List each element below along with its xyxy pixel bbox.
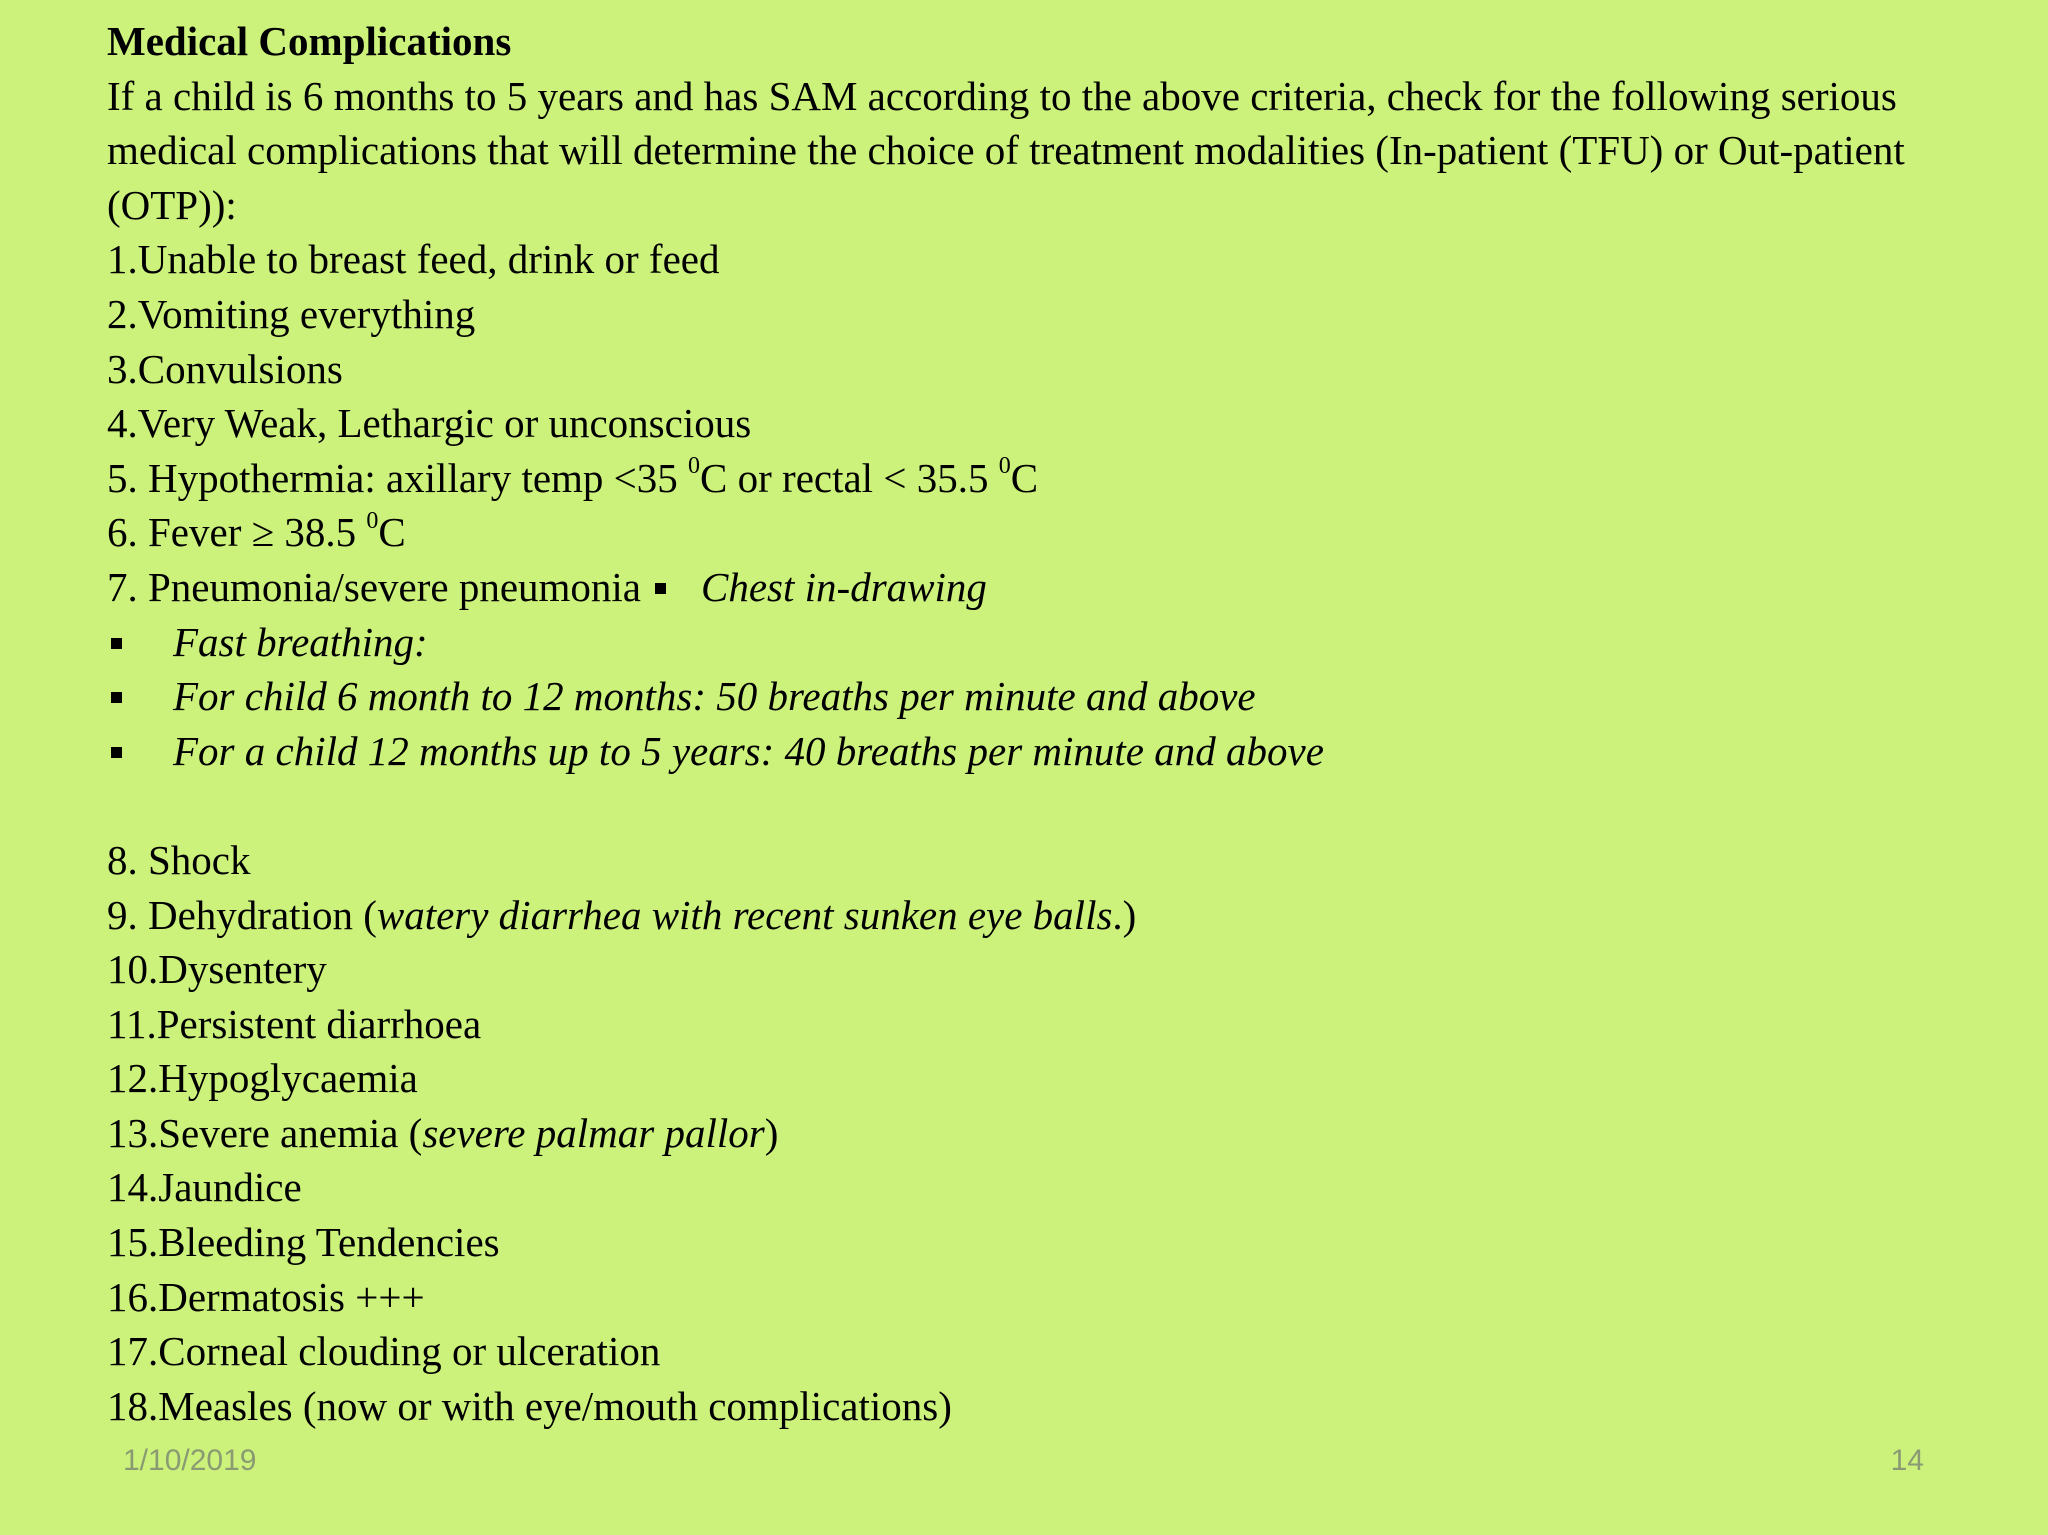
list-item-3: 3.Convulsions [107, 345, 343, 392]
list-item-18: 18.Measles (now or with eye/mouth complications) [107, 1382, 952, 1429]
list-item-6-text-b: C [378, 509, 406, 556]
sub-bullet-text: For child 6 month to 12 months: 50 breaths per minute and above [173, 673, 1256, 720]
list-item-6 [107, 505, 1977, 560]
slide-title: Medical Complications [107, 18, 512, 64]
degree-superscript: 0 [366, 507, 379, 534]
list-item-13-italic: severe palmar pallor [422, 1109, 765, 1156]
footer-date: 1/10/2019 [123, 1444, 257, 1477]
list-item-5 [107, 451, 1977, 506]
list-item-5-text-a: 5. Hypothermia: axillary temp <35 [107, 454, 689, 501]
blank-line [107, 778, 1977, 833]
list-item-9-text-a: 9. Dehydration ( [107, 891, 377, 938]
list-item-13 [107, 1106, 1977, 1161]
intro-paragraph: If a child is 6 months to 5 years and has SAM according to the above criteria, check for the following serious medical complications that will determine the choice of treatment modalities (In-patient (TFU) or Out-patient (OTP)): [107, 72, 1905, 228]
list-item-4: 4.Very Weak, Lethargic or unconscious [107, 400, 752, 447]
square-bullet-icon [111, 692, 122, 703]
list-item-12: 12.Hypoglycaemia [107, 1055, 418, 1102]
list-item-5-text-c: C [1010, 454, 1039, 501]
sub-bullet-text: For a child 12 months up to 5 years: 40 breaths per minute and above [173, 727, 1324, 774]
sub-bullet-fast-breathing [107, 615, 1977, 670]
list-item-9-italic: watery diarrhea with recent sunken eye balls [376, 891, 1113, 938]
list-item-8: 8. Shock [107, 836, 251, 883]
degree-superscript: 0 [688, 453, 701, 480]
list-item-16: 16.Dermatosis +++ [107, 1273, 425, 1320]
list-item-13-text-c: ) [764, 1109, 779, 1156]
list-item-6-text-a: 6. Fever ≥ 38.5 [107, 509, 367, 556]
list-item-15: 15.Bleeding Tendencies [107, 1219, 500, 1266]
list-item-7-sub: Chest in-drawing [701, 563, 987, 610]
list-item-2: 2.Vomiting everything [107, 290, 476, 337]
sub-bullet-text: Fast breathing: [173, 618, 428, 665]
list-item-7-text: 7. Pneumonia/severe pneumonia [107, 563, 642, 610]
list-item-1: 1.Unable to breast feed, drink or feed [107, 236, 720, 283]
list-item-13-text-a: 13.Severe anemia ( [107, 1109, 423, 1156]
degree-superscript: 0 [998, 453, 1011, 480]
slide-number: 14 [1890, 1444, 1924, 1477]
list-item-9-text-c: .) [1112, 891, 1137, 938]
list-item-7 [107, 560, 1977, 615]
list-item-11: 11.Persistent diarrhoea [107, 1000, 482, 1047]
square-bullet-icon [111, 747, 122, 758]
list-item-10: 10.Dysentery [107, 946, 327, 993]
sub-bullet-12-months-5-years [107, 724, 1977, 779]
sub-bullet-6-12-months [107, 669, 1977, 724]
square-bullet-icon [655, 583, 666, 594]
slide-body [107, 14, 1977, 1433]
square-bullet-icon [111, 638, 122, 649]
list-item-17: 17.Corneal clouding or ulceration [107, 1328, 661, 1375]
list-item-9 [107, 888, 1977, 943]
list-item-14: 14.Jaundice [107, 1164, 302, 1211]
list-item-5-text-b: C or rectal < 35.5 [700, 454, 999, 501]
